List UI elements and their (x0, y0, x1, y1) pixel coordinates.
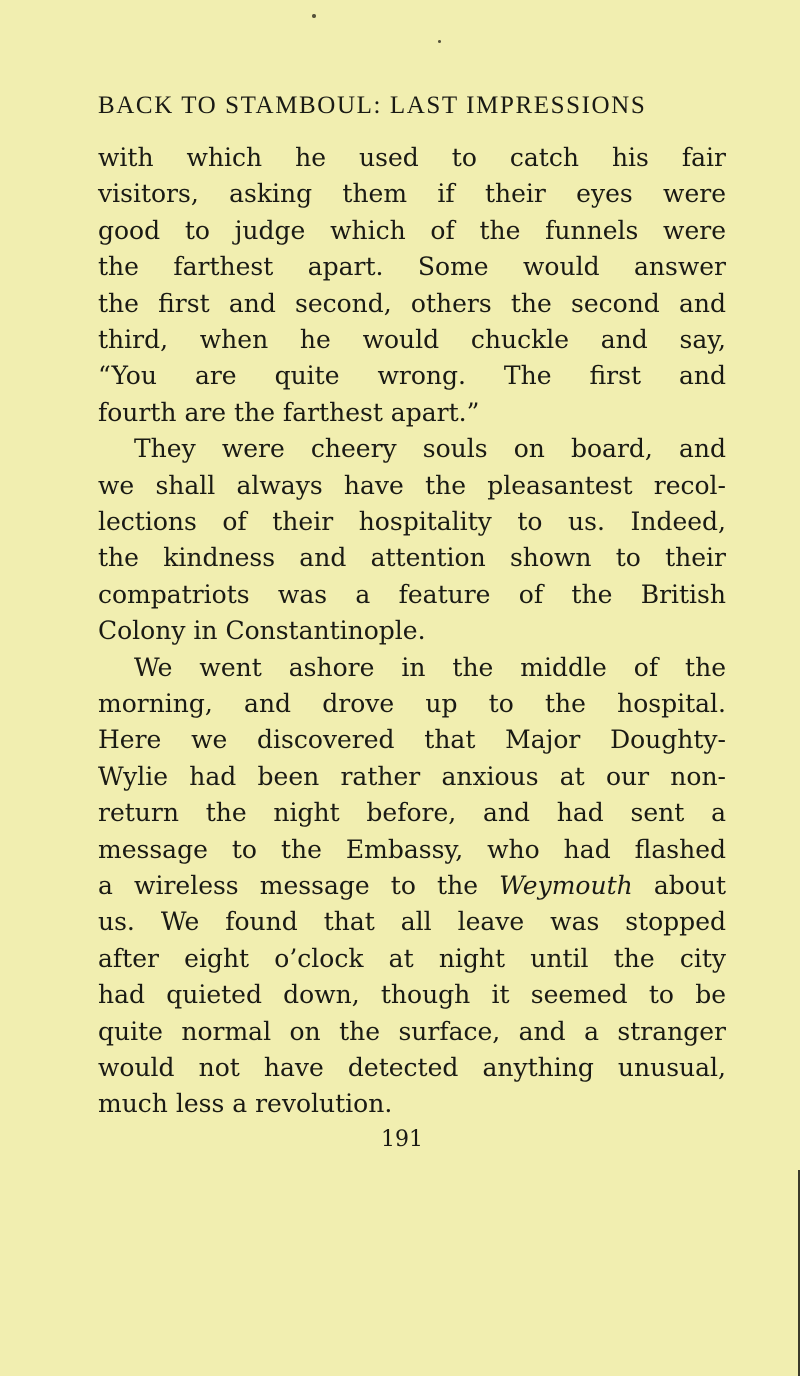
ink-speck (438, 40, 441, 43)
text-line: third, when he would chuckle and say, (98, 325, 726, 354)
text-line: “You are quite wrong. The first and (98, 361, 726, 391)
text-line: after eight o’clock at night until the city (98, 943, 726, 973)
text-line: the first and second, others the second and (98, 288, 726, 318)
text-line: had quieted down, though it seemed to be (98, 980, 726, 1010)
text-line: They were cheery souls on board, and (134, 434, 726, 464)
text-line: visitors, asking them if their eyes were (98, 179, 726, 209)
text-line: compatriots was a feature of the British (98, 579, 726, 609)
text-line: good to judge which of the funnels were (98, 215, 726, 245)
text-line: Here we discovered that Major Doughty- (98, 725, 726, 755)
text-line: with which he used to catch his fair (98, 143, 726, 172)
text-line: the kindness and attention shown to their (98, 543, 726, 573)
page-number: 191 (381, 1126, 423, 1152)
text-line: much less a revolution. (98, 1089, 393, 1119)
text-line: Colony in Constantinople. (98, 616, 426, 646)
text-line: fourth are the farthest apart.” (98, 397, 480, 427)
text-line: would not have detected anything unusual, (98, 1053, 726, 1082)
text-line: quite normal on the surface, and a stranger (98, 1016, 726, 1046)
running-head: BACK TO STAMBOUL: LAST IMPRESSIONS (98, 92, 647, 119)
text-line: us. We found that all leave was stopped (98, 907, 726, 937)
text-line: Wylie had been rather anxious at our non- (98, 761, 726, 791)
text-line: return the night before, and had sent a (98, 798, 726, 828)
text-line: morning, and drove up to the hospital. (98, 689, 726, 718)
text-line: We went ashore in the middle of the (134, 652, 726, 682)
text-line: lections of their hospitality to us. Indeed, (98, 507, 726, 536)
text-line: the farthest apart. Some would answer (98, 252, 726, 282)
ship-name: Weymouth (499, 871, 633, 900)
text-line: message to the Embassy, who had flashed (98, 834, 726, 864)
ink-speck (312, 14, 316, 18)
text-line: we shall always have the pleasantest recol- (98, 470, 726, 500)
text-line: a wireless message to the Weymouth about (98, 871, 726, 900)
